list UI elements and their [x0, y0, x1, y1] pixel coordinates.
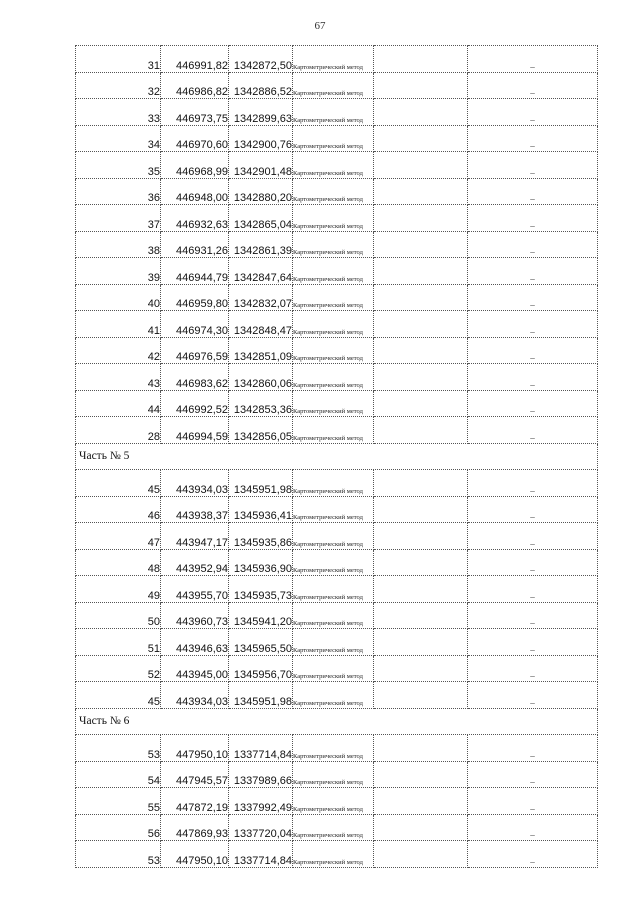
accuracy-cell — [374, 99, 468, 126]
y-coordinate-cell: 1345951,98 — [229, 682, 293, 709]
description-cell: – — [468, 841, 598, 868]
x-coordinate-cell: 446974,30 — [161, 311, 229, 338]
description-cell: – — [468, 682, 598, 709]
y-coordinate-cell: 1342872,50 — [229, 46, 293, 73]
method-cell: Картометрический метод — [293, 258, 374, 285]
y-coordinate-cell: 1337989,66 — [229, 761, 293, 788]
point-number-cell: 45 — [76, 682, 161, 709]
description-cell: – — [468, 152, 598, 179]
table-row — [76, 178, 598, 205]
method-cell: Картометрический метод — [293, 549, 374, 576]
y-coordinate-cell: 1345935,86 — [229, 523, 293, 550]
x-coordinate-cell: 443955,70 — [161, 576, 229, 603]
accuracy-cell — [374, 231, 468, 258]
point-number-cell: 31 — [76, 46, 161, 73]
x-coordinate-cell: 443938,37 — [161, 496, 229, 523]
accuracy-cell — [374, 258, 468, 285]
point-number-cell: 48 — [76, 549, 161, 576]
x-coordinate-cell: 446948,00 — [161, 178, 229, 205]
description-cell: – — [468, 814, 598, 841]
point-number-cell: 43 — [76, 364, 161, 391]
table-row — [76, 311, 598, 338]
table-row — [76, 549, 598, 576]
method-cell: Картометрический метод — [293, 152, 374, 179]
table-row — [76, 364, 598, 391]
y-coordinate-cell: 1342865,04 — [229, 205, 293, 232]
section-header-row — [76, 708, 598, 735]
method-cell: Картометрический метод — [293, 576, 374, 603]
section-label: Часть № 5 — [76, 443, 598, 470]
accuracy-cell — [374, 46, 468, 73]
x-coordinate-cell: 443952,94 — [161, 549, 229, 576]
description-cell: – — [468, 655, 598, 682]
method-cell: Картометрический метод — [293, 682, 374, 709]
table-row — [76, 788, 598, 815]
x-coordinate-cell: 447950,10 — [161, 735, 229, 762]
table-row — [76, 284, 598, 311]
y-coordinate-cell: 1342900,76 — [229, 125, 293, 152]
table-row — [76, 125, 598, 152]
accuracy-cell — [374, 523, 468, 550]
description-cell: – — [468, 258, 598, 285]
description-cell: – — [468, 284, 598, 311]
point-number-cell: 38 — [76, 231, 161, 258]
description-cell: – — [468, 470, 598, 497]
method-cell: Картометрический метод — [293, 178, 374, 205]
description-cell: – — [468, 549, 598, 576]
x-coordinate-cell: 443945,00 — [161, 655, 229, 682]
section-label: Часть № 6 — [76, 708, 598, 735]
accuracy-cell — [374, 470, 468, 497]
y-coordinate-cell: 1345936,41 — [229, 496, 293, 523]
point-number-cell: 35 — [76, 152, 161, 179]
y-coordinate-cell: 1342832,07 — [229, 284, 293, 311]
point-number-cell: 36 — [76, 178, 161, 205]
x-coordinate-cell: 443934,03 — [161, 682, 229, 709]
accuracy-cell — [374, 682, 468, 709]
table-row — [76, 337, 598, 364]
point-number-cell: 41 — [76, 311, 161, 338]
accuracy-cell — [374, 152, 468, 179]
table-row — [76, 99, 598, 126]
accuracy-cell — [374, 284, 468, 311]
point-number-cell: 39 — [76, 258, 161, 285]
accuracy-cell — [374, 417, 468, 444]
accuracy-cell — [374, 655, 468, 682]
accuracy-cell — [374, 337, 468, 364]
method-cell: Картометрический метод — [293, 125, 374, 152]
method-cell: Картометрический метод — [293, 602, 374, 629]
method-cell: Картометрический метод — [293, 523, 374, 550]
description-cell: – — [468, 99, 598, 126]
method-cell: Картометрический метод — [293, 364, 374, 391]
method-cell: Картометрический метод — [293, 205, 374, 232]
y-coordinate-cell: 1345941,20 — [229, 602, 293, 629]
x-coordinate-cell: 446983,62 — [161, 364, 229, 391]
y-coordinate-cell: 1337714,84 — [229, 735, 293, 762]
point-number-cell: 33 — [76, 99, 161, 126]
point-number-cell: 37 — [76, 205, 161, 232]
table-row — [76, 390, 598, 417]
table-row — [76, 576, 598, 603]
table-row — [76, 72, 598, 99]
point-number-cell: 34 — [76, 125, 161, 152]
description-cell: – — [468, 629, 598, 656]
description-cell: – — [468, 205, 598, 232]
description-cell: – — [468, 178, 598, 205]
accuracy-cell — [374, 761, 468, 788]
accuracy-cell — [374, 549, 468, 576]
x-coordinate-cell: 447950,10 — [161, 841, 229, 868]
x-coordinate-cell: 446931,26 — [161, 231, 229, 258]
coordinates-table — [75, 45, 598, 868]
table-row — [76, 629, 598, 656]
point-number-cell: 55 — [76, 788, 161, 815]
accuracy-cell — [374, 602, 468, 629]
method-cell: Картометрический метод — [293, 735, 374, 762]
description-cell: – — [468, 364, 598, 391]
y-coordinate-cell: 1342899,63 — [229, 99, 293, 126]
accuracy-cell — [374, 205, 468, 232]
method-cell: Картометрический метод — [293, 496, 374, 523]
description-cell: – — [468, 311, 598, 338]
point-number-cell: 53 — [76, 735, 161, 762]
method-cell: Картометрический метод — [293, 788, 374, 815]
y-coordinate-cell: 1337992,49 — [229, 788, 293, 815]
point-number-cell: 42 — [76, 337, 161, 364]
description-cell: – — [468, 125, 598, 152]
accuracy-cell — [374, 496, 468, 523]
accuracy-cell — [374, 72, 468, 99]
point-number-cell: 40 — [76, 284, 161, 311]
description-cell: – — [468, 576, 598, 603]
point-number-cell: 51 — [76, 629, 161, 656]
table-row — [76, 152, 598, 179]
page-number: 67 — [314, 20, 326, 32]
point-number-cell: 32 — [76, 72, 161, 99]
description-cell: – — [468, 523, 598, 550]
description-cell: – — [468, 390, 598, 417]
table-row — [76, 470, 598, 497]
description-cell: – — [468, 46, 598, 73]
accuracy-cell — [374, 390, 468, 417]
table-row — [76, 602, 598, 629]
description-cell: – — [468, 735, 598, 762]
accuracy-cell — [374, 576, 468, 603]
table-row — [76, 523, 598, 550]
accuracy-cell — [374, 311, 468, 338]
point-number-cell: 28 — [76, 417, 161, 444]
point-number-cell: 45 — [76, 470, 161, 497]
y-coordinate-cell: 1342847,64 — [229, 258, 293, 285]
accuracy-cell — [374, 735, 468, 762]
x-coordinate-cell: 447945,57 — [161, 761, 229, 788]
method-cell: Картометрический метод — [293, 814, 374, 841]
y-coordinate-cell: 1342861,39 — [229, 231, 293, 258]
x-coordinate-cell: 446973,75 — [161, 99, 229, 126]
y-coordinate-cell: 1345965,50 — [229, 629, 293, 656]
description-cell: – — [468, 231, 598, 258]
description-cell: – — [468, 602, 598, 629]
accuracy-cell — [374, 125, 468, 152]
table-row — [76, 258, 598, 285]
y-coordinate-cell: 1337714,84 — [229, 841, 293, 868]
table-row — [76, 205, 598, 232]
description-cell: – — [468, 761, 598, 788]
point-number-cell: 50 — [76, 602, 161, 629]
y-coordinate-cell: 1342886,52 — [229, 72, 293, 99]
x-coordinate-cell: 443946,63 — [161, 629, 229, 656]
method-cell: Картометрический метод — [293, 46, 374, 73]
y-coordinate-cell: 1345935,73 — [229, 576, 293, 603]
x-coordinate-cell: 446968,99 — [161, 152, 229, 179]
table-row — [76, 841, 598, 868]
method-cell: Картометрический метод — [293, 841, 374, 868]
point-number-cell: 44 — [76, 390, 161, 417]
description-cell: – — [468, 72, 598, 99]
point-number-cell: 46 — [76, 496, 161, 523]
table-row — [76, 46, 598, 73]
y-coordinate-cell: 1345956,70 — [229, 655, 293, 682]
point-number-cell: 56 — [76, 814, 161, 841]
x-coordinate-cell: 446944,79 — [161, 258, 229, 285]
x-coordinate-cell: 443934,03 — [161, 470, 229, 497]
y-coordinate-cell: 1345936,90 — [229, 549, 293, 576]
description-cell: – — [468, 337, 598, 364]
x-coordinate-cell: 447872,19 — [161, 788, 229, 815]
x-coordinate-cell: 443947,17 — [161, 523, 229, 550]
accuracy-cell — [374, 178, 468, 205]
table-row — [76, 417, 598, 444]
method-cell: Картометрический метод — [293, 390, 374, 417]
table-row — [76, 682, 598, 709]
method-cell: Картометрический метод — [293, 99, 374, 126]
y-coordinate-cell: 1342853,36 — [229, 390, 293, 417]
x-coordinate-cell: 446959,80 — [161, 284, 229, 311]
method-cell: Картометрический метод — [293, 231, 374, 258]
table-row — [76, 496, 598, 523]
table-row — [76, 761, 598, 788]
y-coordinate-cell: 1342901,48 — [229, 152, 293, 179]
method-cell: Картометрический метод — [293, 311, 374, 338]
table-row — [76, 735, 598, 762]
x-coordinate-cell: 443960,73 — [161, 602, 229, 629]
accuracy-cell — [374, 814, 468, 841]
method-cell: Картометрический метод — [293, 72, 374, 99]
x-coordinate-cell: 446976,59 — [161, 337, 229, 364]
table-row — [76, 231, 598, 258]
method-cell: Картометрический метод — [293, 655, 374, 682]
y-coordinate-cell: 1345951,98 — [229, 470, 293, 497]
description-cell: – — [468, 788, 598, 815]
x-coordinate-cell: 446932,63 — [161, 205, 229, 232]
y-coordinate-cell: 1342848,47 — [229, 311, 293, 338]
section-header-row — [76, 443, 598, 470]
accuracy-cell — [374, 788, 468, 815]
method-cell: Картометрический метод — [293, 284, 374, 311]
table-row — [76, 814, 598, 841]
method-cell: Картометрический метод — [293, 470, 374, 497]
accuracy-cell — [374, 364, 468, 391]
y-coordinate-cell: 1342856,05 — [229, 417, 293, 444]
accuracy-cell — [374, 629, 468, 656]
point-number-cell: 52 — [76, 655, 161, 682]
method-cell: Картометрический метод — [293, 629, 374, 656]
x-coordinate-cell: 446991,82 — [161, 46, 229, 73]
x-coordinate-cell: 446986,82 — [161, 72, 229, 99]
method-cell: Картометрический метод — [293, 417, 374, 444]
description-cell: – — [468, 496, 598, 523]
accuracy-cell — [374, 841, 468, 868]
y-coordinate-cell: 1342880,20 — [229, 178, 293, 205]
point-number-cell: 54 — [76, 761, 161, 788]
x-coordinate-cell: 447869,93 — [161, 814, 229, 841]
description-cell: – — [468, 417, 598, 444]
x-coordinate-cell: 446992,52 — [161, 390, 229, 417]
method-cell: Картометрический метод — [293, 761, 374, 788]
point-number-cell: 49 — [76, 576, 161, 603]
table-row — [76, 655, 598, 682]
x-coordinate-cell: 446970,60 — [161, 125, 229, 152]
method-cell: Картометрический метод — [293, 337, 374, 364]
y-coordinate-cell: 1342851,09 — [229, 337, 293, 364]
point-number-cell: 53 — [76, 841, 161, 868]
x-coordinate-cell: 446994,59 — [161, 417, 229, 444]
y-coordinate-cell: 1342860,06 — [229, 364, 293, 391]
point-number-cell: 47 — [76, 523, 161, 550]
y-coordinate-cell: 1337720,04 — [229, 814, 293, 841]
